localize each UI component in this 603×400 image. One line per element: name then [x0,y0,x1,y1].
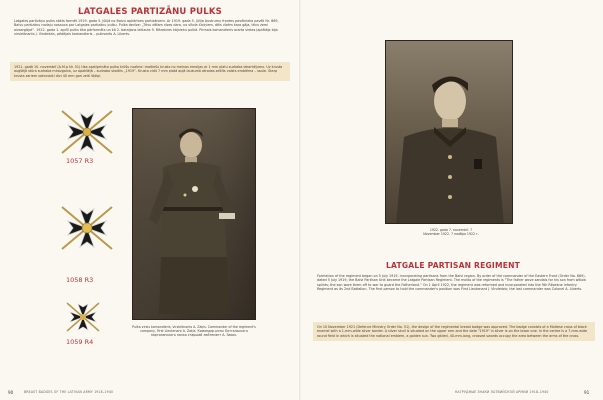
left-heading: LATGALES PARTIZĀNU PULKS [78,7,222,17]
left-page [0,0,300,400]
right-page-number: 91 [584,390,590,395]
right-page [303,0,603,400]
left-paragraph-1: Latgales partizāņu pulks sākts formēt 1919. gada 5. jūlijā no Balvu apkārtnes partizāniem. Ar 1919. gada 5. jūlija Austrumu frontes pavēlnieka pavēli Nr. 869, Balvu partizānu nodaļu nosauca par Latgales partizānu pulku. Pulka devīze: „Tēvu dēlam vīzes dara, no vītola lūciņiem, dēls vīzēm kara gāja, tēvu zemi aizsargājot”. 1922. gada 1. aprīlī pulks tika pārformēts un kā 2. bataljons ieklauts 9. Rēzeknes kājnieku pulkā. Pirmais komandieris ararta vietas ļaplātājs bija virsleitnants J. Vindedzis, pēdējais komandieris – pulkvedis A. Liberts. [14,19,279,37]
medal-1058-icon [58,203,116,253]
medal-1057-label: 1057 R3 [66,157,94,165]
right-footer: НАГРУДНЫЕ ЗНАКИ ЛАТВИЙСКОЙ АРМИИ 1918–1940 [455,390,549,394]
right-paragraph-2: On 10 November 1921 (Defence Ministry Order No. 51), the design of the regimental breast badge was approved. The badge consists of a Maltese cross of black enamel with a 1-mm-wide silver border. A silver skull is situated on the upper arm and the date "1919" in silver is on the lower one. In the centre is a 7-mm-wide round field in which is situated the national emblem, a golden sun. Two gilded, 40-mm-long, crossed swords occupy the area between the arms of the cross. [313,322,595,341]
medal-1059-icon [64,300,102,334]
medal-1057-icon [58,107,116,157]
right-heading: LATGALE PARTISAN REGIMENT [385,261,521,270]
standing-officer-photo [132,108,256,320]
standing-photo-caption: Pulka virsis komandieris, virsleitnants A. Zaķis. Commander of the regiment's company, First Lieutenant A. Zaķis. Командир роты Латгальского партизанского полка старший лейтенант А. Закис. [132,325,256,338]
left-page-number: 90 [8,390,14,395]
seated-photo-caption: 1922. gada 7. novembrī. 7 November 1922. 7 ноября 1922 г. [423,228,479,237]
left-paragraph-2: 1921. gadā 10. novembrī (A.M.p Nr. 51) tika apstiprināta pulka krūšu nozīme: maltiešu krusts no melnas emaljas ar 1 mm platu sudraba iekantējumu. Uz krusta augšējā stūra sudraba mirozgalva, uz apakšējā – sudraba skaitlis „1919”. Krusta vidū 7 mm platā apļā laukumā atrodas zeltīts valsts emblēma – saule. Starp krusta zariem sakrustoti divi 40 mm gari zelti šķēpi. [10,62,290,81]
seated-officer-photo [385,40,513,224]
right-paragraph-1: Formation of the regiment began on 5 July 1919, incorporating partisans from the Balvi region. By order of the commander of the Eastern Front (Order No. 869), dated 5 July 1919, the Balvi Partisan Unit became the Latgale Partisan Regiment. The motto of the regiments is "The father wove sandals for his son from willow splints; the son wore them off to war to guard the Fatherland." On 1 April 1922, the regiment was reformed and incorporated into the 9th Rēzekne Infantry Regiment as its 2nd Battalion. The first person to hold the commander's position was First Lieutenant J. Vindedzis; the last commander was Colonel A. Liberts. [317,274,587,292]
left-footer: BREAST BADGES OF THE LATVIAN ARMY 1918–1940 [24,390,114,394]
medal-1059-label: 1059 R4 [66,338,94,346]
medal-1058-label: 1058 R3 [66,276,94,284]
